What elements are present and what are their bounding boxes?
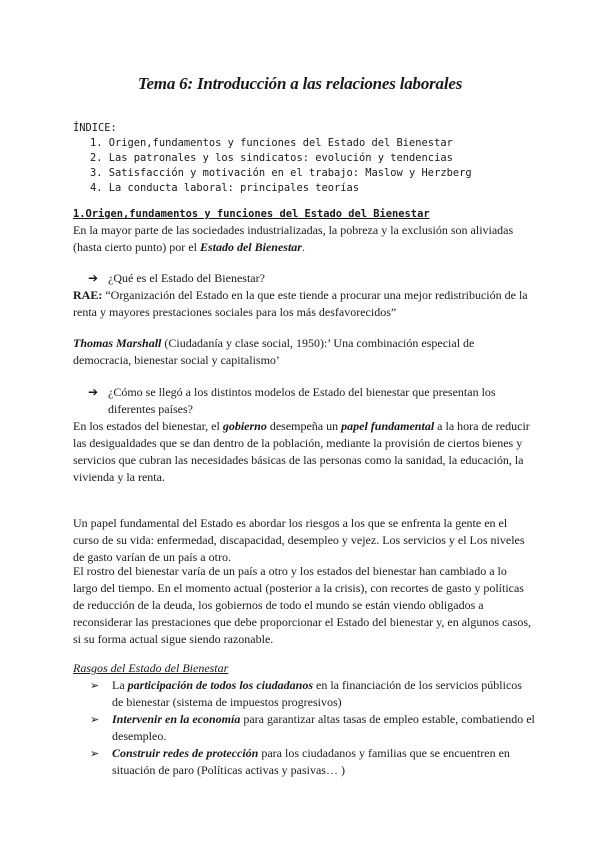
emphasis-run: papel fundamental	[341, 419, 435, 433]
toc-item: 1. Origen,fundamentos y funciones del Estado del Bienestar	[90, 137, 453, 149]
list-item-text	[112, 711, 535, 745]
toc-heading: ÍNDICE:	[73, 122, 117, 134]
toc-item: 4. La conducta laboral: principales teorías	[90, 182, 359, 194]
emphasis-run: Intervenir en la economía	[112, 712, 241, 726]
marshall-quote	[73, 335, 533, 369]
document-title: Tema 6: Introducción a las relaciones laborales	[137, 74, 463, 93]
emphasis-run: participación de todos los ciudadanos	[127, 678, 313, 692]
text-run: para garantizar altas tasas de empleo estable, combatiendo el desempleo.	[112, 712, 535, 743]
emphasis-run: Construir redes de protección	[112, 746, 259, 760]
intro-paragraph	[73, 222, 533, 256]
intro-end: .	[301, 240, 305, 254]
rasgos-heading	[73, 660, 533, 677]
toc-item: 3. Satisfacción y motivación en el trabajo: Maslow y Herzberg	[90, 167, 472, 179]
rae-text: “Organización del Estado en la que este tiende a procurar una mejor redistribución de la renta y mayores prestaciones sociales para los más desfavorecidos”	[73, 288, 528, 319]
toc-item: 2. Las patronales y los sindicatos: evolución y tendencias	[90, 152, 453, 164]
list-item-text	[112, 677, 535, 711]
paragraph-gobierno	[73, 418, 533, 486]
text-run: a la hora de reducir las desigualdades que se dan dentro de la población, mediante la provisión de ciertos bienes y servicios que cubran las necesidades básicas de las personas como la sanidad, la educación, la vivienda y la renta.	[73, 419, 530, 484]
question-item	[88, 270, 533, 287]
list-item	[90, 711, 535, 745]
paragraph-rostro: El rostro del bienestar varía de un país a otro y los estados del bienestar han cambiado a lo largo del tiempo. En el momento actual (posterior a la crisis), con recortes de gasto y políticas de reducción de la deuda, los gobiernos de todo el mundo se están viendo obligados a reconsiderar las prestaciones que debe proporcionar el Estado del bienestar y, en algunos casos, si su forma actual sigue siendo razonable.	[73, 564, 532, 646]
section-heading: 1.Origen,fundamentos y funciones del Estado del Bienestar	[73, 208, 430, 220]
text-run: para los ciudadanos y familias que se encuentren en situación de paro (Políticas activas y pasivas… )	[112, 746, 510, 777]
marshall-text: (Ciudadanía y clase social, 1950):’ Una combinación especial de democracia, bienestar social y capitalismo’	[73, 336, 475, 367]
rasgos-heading-text: Rasgos del Estado del Bienestar	[73, 661, 229, 675]
list-item	[90, 677, 535, 711]
question-text: ¿Qué es el Estado del Bienestar?	[108, 271, 265, 285]
arrow-right-icon: ➔	[88, 385, 99, 399]
arrowhead-bullet-icon: ➢	[90, 679, 100, 692]
arrowhead-bullet-icon: ➢	[90, 713, 100, 726]
intro-text: En la mayor parte de las sociedades industrializadas, la pobreza y la exclusión son aliviadas (hasta cierto punto) por el	[73, 223, 514, 254]
question-text: ¿Cómo se llegó a los distintos modelos de Estado del bienestar que presentan los diferentes países?	[108, 385, 496, 416]
intro-emphasis: Estado del Bienestar	[199, 240, 302, 254]
marshall-name: Thomas Marshall	[73, 336, 162, 350]
question-item	[88, 384, 533, 418]
rae-label: RAE:	[73, 288, 103, 302]
toc-list	[90, 136, 472, 196]
text-run: en la financiación de los servicios públicos de bienestar (sistema de impuestos progresivos)	[112, 678, 522, 709]
rae-definition	[73, 287, 533, 321]
paragraph-riesgos: Un papel fundamental del Estado es abordar los riesgos a los que se enfrenta la gente en el curso de su vida: enfermedad, discapacidad, desempleo y vejez. Los servicios y el Los niveles de gasto varían de un país a otro.	[73, 516, 525, 564]
text-run: La	[112, 678, 128, 692]
list-item-text	[112, 745, 535, 779]
text-run: En los estados del bienestar, el	[73, 419, 223, 433]
arrowhead-bullet-icon: ➢	[90, 747, 100, 760]
arrow-right-icon: ➔	[88, 271, 99, 285]
text-run: desempeña un	[266, 419, 342, 433]
emphasis-run: gobierno	[222, 419, 267, 433]
list-item	[90, 745, 535, 779]
